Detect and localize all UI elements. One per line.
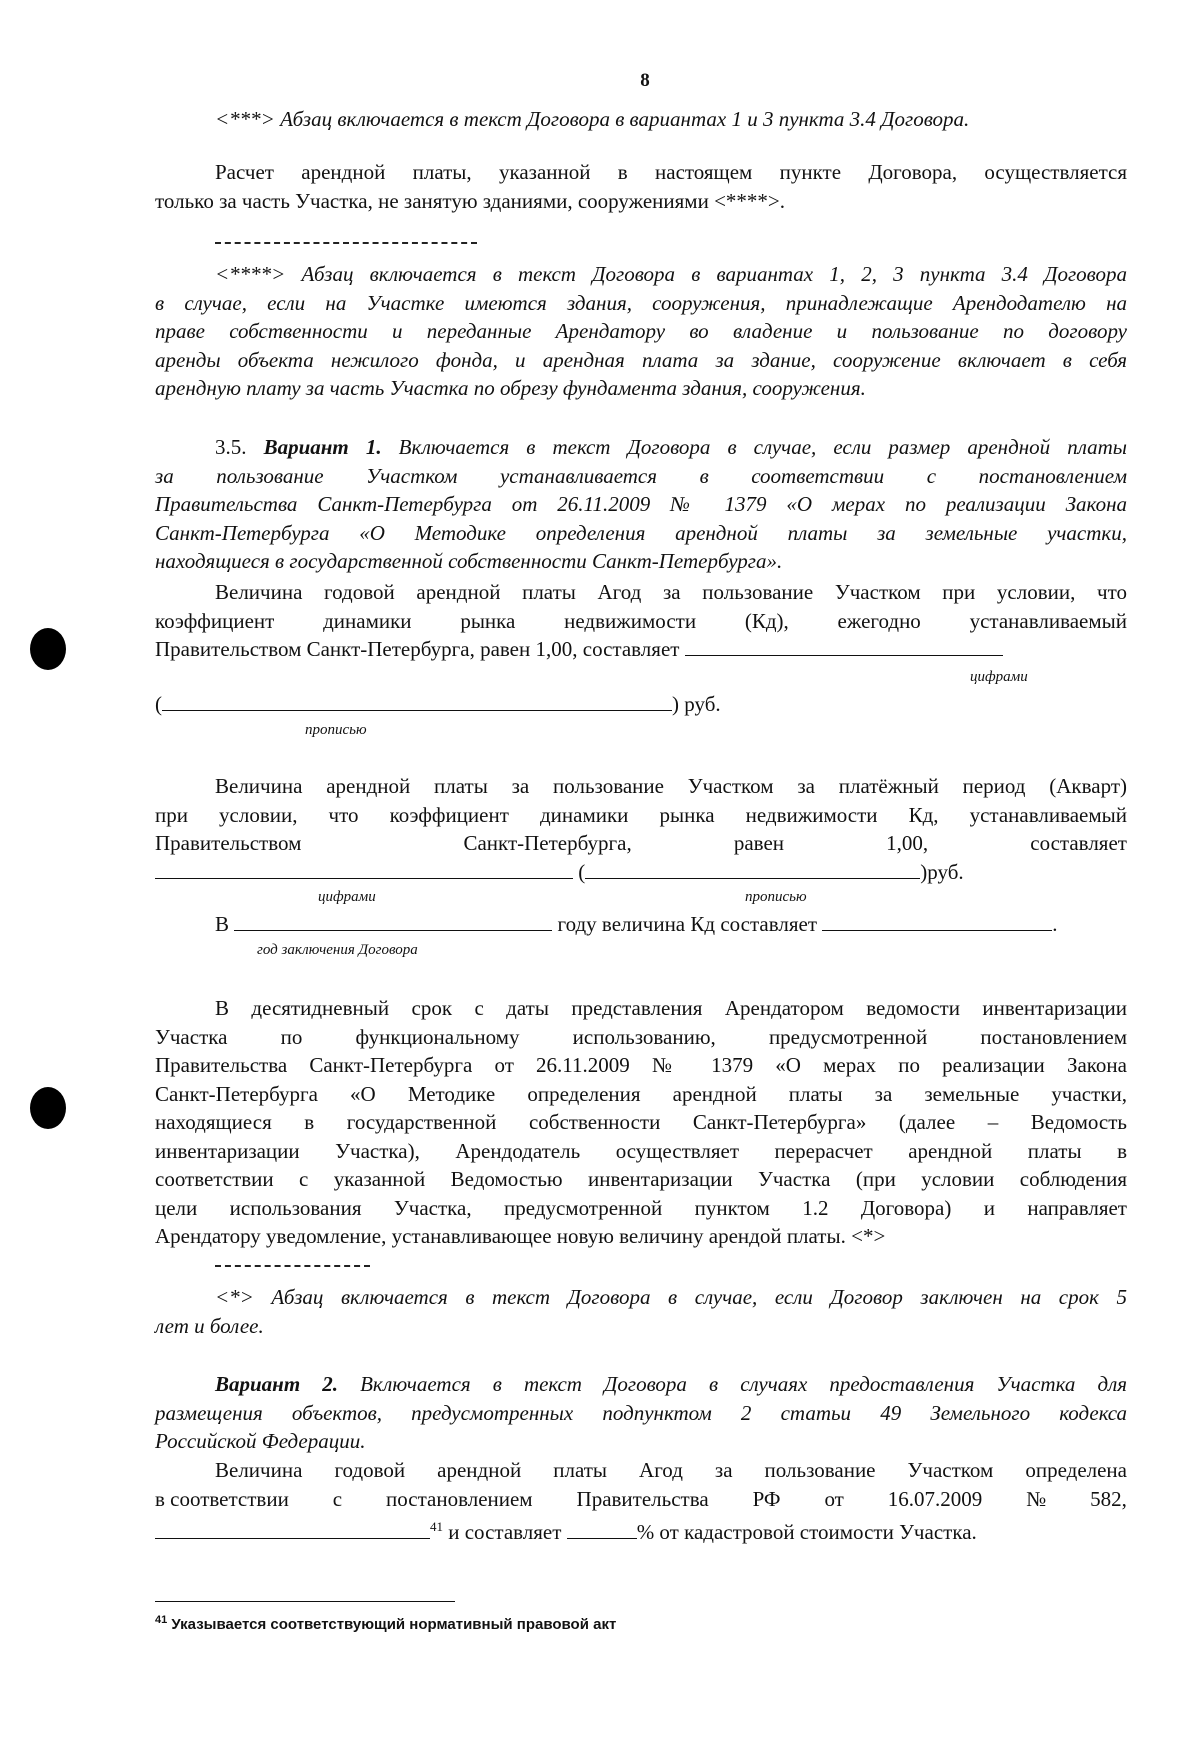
variant-2-amount-paragraph: [155, 1456, 1127, 1547]
rent-calc-paragraph: [155, 158, 1127, 215]
caption-year: год заключения Договора: [257, 942, 418, 958]
text-line: [155, 1485, 1127, 1514]
text-line: Санкт-Петербурга «О Методике определения арендной платы за земельные участки,: [155, 520, 1127, 545]
annual-amount-words-field[interactable]: [162, 690, 672, 711]
word: постановлением: [386, 1486, 533, 1511]
word: Санкт-Петербурга,: [463, 831, 632, 855]
text-line: [155, 1513, 1127, 1547]
section-3-5: [155, 433, 1127, 576]
word: Правительства: [576, 1486, 709, 1511]
year-line: [215, 910, 1058, 938]
text-span: Правительством Санкт-Петербурга, равен 1,00, составляет: [155, 637, 680, 661]
footnote-note-1: <***> Абзац включается в текст Договора в вариантах 1 и 3 пункта 3.4 Договора.: [215, 107, 970, 131]
text-line: находящиеся в государственной собственности Санкт-Петербурга» (далее – Ведомость: [155, 1110, 1127, 1134]
text-line: <*> Абзац включается в текст Договора в случае, если Договор заключен на срок 5: [215, 1285, 1127, 1309]
text-line: Величина арендной платы за пользование Участком за платёжный период (Акварт): [215, 774, 1127, 798]
in-text: В: [215, 912, 230, 936]
open-paren: (: [578, 860, 586, 884]
page-number: 8: [640, 70, 650, 91]
word: от: [824, 1486, 844, 1511]
text-span: % от кадастровой стоимости Участка.: [636, 1520, 977, 1544]
text-line: аренды объекта нежилого фонда, и арендная плата за здание, сооружение включает в себя: [155, 347, 1127, 372]
text-span: Включается в текст Договора в случаях предоставления Участка для: [338, 1372, 1127, 1396]
word: Правительством: [155, 831, 302, 855]
text-line: Правительства Санкт-Петербурга от 26.11.2009 № 1379 «О мерах по реализации Закона: [155, 1053, 1127, 1077]
quarter-amount-line: [155, 858, 964, 886]
footnote-text: Указывается соответствующий нормативный правовой акт: [167, 1616, 617, 1633]
binder-hole: [30, 628, 66, 670]
quarter-amount-digits-field[interactable]: [155, 858, 573, 879]
separator-dashes: [215, 1265, 370, 1267]
text-line: [155, 635, 1127, 664]
text-line: Арендатору уведомление, устанавливающее новую величину арендой платы. <*>: [155, 1224, 886, 1248]
annual-rent-paragraph: [155, 578, 1127, 664]
legal-act-field[interactable]: [155, 1518, 430, 1539]
footnote-note-3: [155, 1283, 1127, 1340]
text-span: и составляет: [443, 1520, 567, 1544]
text-line: Правительства Санкт-Петербурга от 26.11.2009 № 1379 «О мерах по реализации Закона: [155, 492, 1127, 516]
text-line: Величина годовой арендной платы Агод за пользование Участком определена: [215, 1458, 1127, 1482]
text-line: Санкт-Петербурга «О Методике определения арендной платы за земельные участки,: [155, 1081, 1127, 1106]
text-line: [155, 829, 1127, 858]
text-line: цели использования Участка, предусмотренной пунктом 1.2 Договора) и направляет: [155, 1195, 1127, 1220]
text-line: Участка по функциональному использованию, предусмотренной постановлением: [155, 1024, 1127, 1049]
kd-value-field[interactable]: [822, 910, 1052, 931]
text-line: лет и более.: [155, 1313, 264, 1338]
variant-2-heading: [155, 1370, 1127, 1456]
section-number: 3.5.: [215, 435, 247, 459]
caption-digits: цифрами: [318, 889, 376, 905]
recalculation-paragraph: [155, 994, 1127, 1251]
footnote-note-2: [155, 260, 1127, 403]
word: №: [1026, 1486, 1047, 1511]
footnote-number: 41: [155, 1614, 168, 1626]
footnote-divider: [155, 1601, 455, 1602]
text-line: В десятидневный срок с даты представления Арендатором ведомости инвентаризации: [215, 996, 1127, 1020]
text-line: Российской Федерации.: [155, 1429, 366, 1453]
period: .: [1052, 912, 1058, 936]
quarter-amount-words-field[interactable]: [585, 858, 920, 879]
word: РФ: [752, 1486, 781, 1511]
quarter-rent-paragraph: [155, 772, 1127, 858]
word: с: [332, 1486, 343, 1511]
word: 1,00,: [886, 831, 929, 855]
text-line: коэффициент динамики рынка недвижимости (Кд), ежегодно устанавливаемый: [155, 608, 1127, 633]
binder-hole: [30, 1087, 66, 1129]
annual-amount-digits-field[interactable]: [685, 635, 1003, 656]
text-line: Расчет арендной платы, указанной в настоящем пункте Договора, осуществляется: [215, 160, 1127, 184]
text-span: году величина Кд составляет: [557, 912, 818, 936]
text-line: арендную плату за часть Участка по обрезу фундамента здания, сооружения.: [155, 376, 866, 400]
text-line: в случае, если на Участке имеются здания, сооружения, принадлежащие Арендодателю на: [155, 290, 1127, 315]
text-line: при условии, что коэффициент динамики рынка недвижимости Кд, устанавливаемый: [155, 802, 1127, 827]
separator-dashes: [215, 242, 477, 244]
text-line: размещения объектов, предусмотренных подпунктом 2 статьи 49 Земельного кодекса: [155, 1400, 1127, 1425]
caption-words: прописью: [745, 889, 807, 905]
text-line: находящиеся в государственной собственности Санкт-Петербурга».: [155, 549, 783, 573]
word: составляет: [1030, 831, 1127, 855]
footnote-ref: 41: [430, 1519, 443, 1534]
text-line: за пользование Участком устанавливается в соответствии с постановлением: [155, 463, 1127, 488]
footnote: [155, 1614, 616, 1633]
variant-label: Вариант 1.: [263, 435, 382, 459]
text-line: инвентаризации Участка), Арендодатель осуществляет перерасчет арендной платы в: [155, 1138, 1127, 1163]
text-line: Величина годовой арендной платы Агод за пользование Участком при условии, что: [215, 580, 1127, 604]
text-line: <****> Абзац включается в текст Договора в вариантах 1, 2, 3 пункта 3.4 Договора: [215, 262, 1127, 286]
word: в соответствии: [155, 1486, 289, 1511]
word: 582,: [1090, 1486, 1127, 1511]
percent-field[interactable]: [567, 1518, 637, 1539]
word: равен: [733, 831, 785, 855]
caption-digits: цифрами: [970, 669, 1028, 685]
caption-words: прописью: [305, 722, 367, 738]
word: 16.07.2009: [887, 1486, 983, 1511]
open-paren: (: [155, 692, 162, 716]
text-line: [155, 433, 1127, 462]
text-line: [155, 1370, 1127, 1399]
text-line: соответствии с указанной Ведомостью инвентаризации Участка (при условии соблюдения: [155, 1167, 1127, 1191]
rub-text: )руб.: [920, 860, 964, 884]
text-line: праве собственности и переданные Арендатору во владение и пользование по договору: [155, 319, 1127, 343]
text-line: только за часть Участка, не занятую зданиями, сооружениями <****>.: [155, 188, 786, 213]
contract-year-field[interactable]: [234, 910, 552, 931]
annual-words-line: [155, 690, 721, 718]
variant-label: Вариант 2.: [215, 1372, 339, 1396]
text-span: Включается в текст Договора в случае, если размер арендной платы: [381, 435, 1128, 459]
rub-text: ) руб.: [672, 692, 721, 716]
